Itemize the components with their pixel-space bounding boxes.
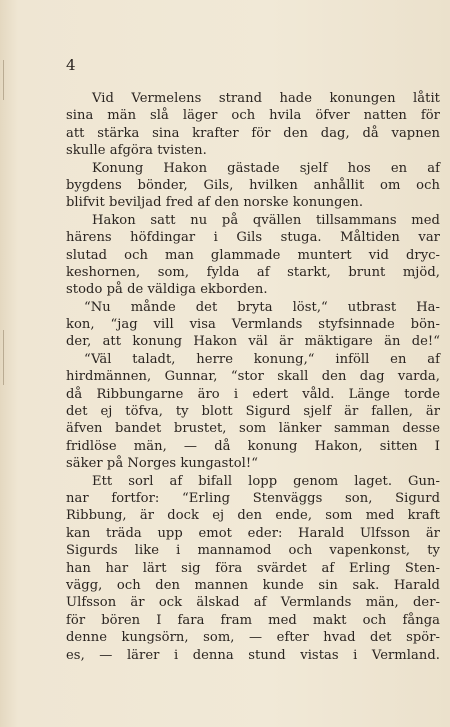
text-line: Hakon satt nu på qvällen tillsammans med: [92, 212, 440, 228]
text-line: “Nu månde det bryta löst,“ utbrast Ha-: [84, 299, 440, 315]
text-line: bygdens bönder, Gils, hvilken anhållit om och: [66, 177, 440, 193]
text-line: för bören I fara fram med makt och fånga: [66, 612, 440, 628]
text-line: vägg, och den mannen kunde sin sak. Harald: [66, 577, 440, 593]
text-line: Konung Hakon gästade sjelf hos en af: [92, 160, 440, 176]
text-line: fridlöse män, — då konung Hakon, sitten I: [66, 438, 440, 454]
text-line: hirdmännen, Gunnar, “stor skall den dag varda,: [66, 369, 440, 385]
text-line: der, att konung Hakon väl är mäktigare än de!“: [66, 334, 440, 350]
text-line: sina män slå läger och hvila öfver natten för: [66, 108, 440, 124]
text-line: Ett sorl af bifall lopp genom laget. Gun-: [92, 473, 440, 489]
text-line: kon, “jag vill visa Vermlands styfsinnade bön-: [66, 317, 440, 333]
text-line: äfven bandet brustet, som länker samman desse: [66, 421, 440, 437]
text-line: då Ribbungarne äro i edert våld. Länge torde: [66, 386, 440, 402]
text-line: nar fortfor: “Erling Stenväggs son, Sigurd: [66, 490, 440, 506]
text-line: Sigurds like i mannamod och vapenkonst, ty: [66, 543, 440, 559]
text-line: Ribbung, är dock ej den ende, som med kraft: [66, 508, 440, 524]
text-line: es, — lärer i denna stund vistas i Vermland.: [66, 647, 440, 663]
text-line: kan träda upp emot eder: Harald Ulfsson är: [66, 525, 440, 541]
text-line: att stärka sina krafter för den dag, då vapnen: [66, 125, 440, 141]
text-line: “Väl taladt, herre konung,“ inföll en af: [84, 351, 440, 367]
binding-edge-mark: [3, 330, 4, 385]
text-line: skulle afgöra tvisten.: [66, 143, 207, 159]
text-line: stodo på de väldiga ekborden.: [66, 282, 268, 298]
text-line: det ej töfva, ty blott Sigurd sjelf är fallen, är: [66, 404, 440, 420]
text-line: Vid Vermelens strand hade konungen låtit: [92, 91, 440, 106]
text-line: blifvit beviljad fred af den norske konungen.: [66, 195, 364, 211]
binding-edge-mark: [3, 60, 4, 100]
text-line: keshornen, som, fylda af starkt, brunt mjöd,: [66, 264, 440, 280]
text-line: han har lärt sig föra svärdet af Erling Sten-: [66, 560, 440, 576]
body-text: [66, 90, 440, 664]
text-line: säker på Norges kungastol!“: [66, 456, 258, 472]
text-line: denne kungsörn, som, — efter hvad det spör-: [66, 630, 440, 646]
text-line: Ulfsson är ock älskad af Vermlands män, der-: [66, 595, 440, 611]
text-line: slutad och man glammade muntert vid dryc-: [66, 247, 440, 263]
text-line: härens höfdingar i Gils stuga. Måltiden var: [66, 230, 440, 246]
page-number: 4: [66, 56, 77, 74]
